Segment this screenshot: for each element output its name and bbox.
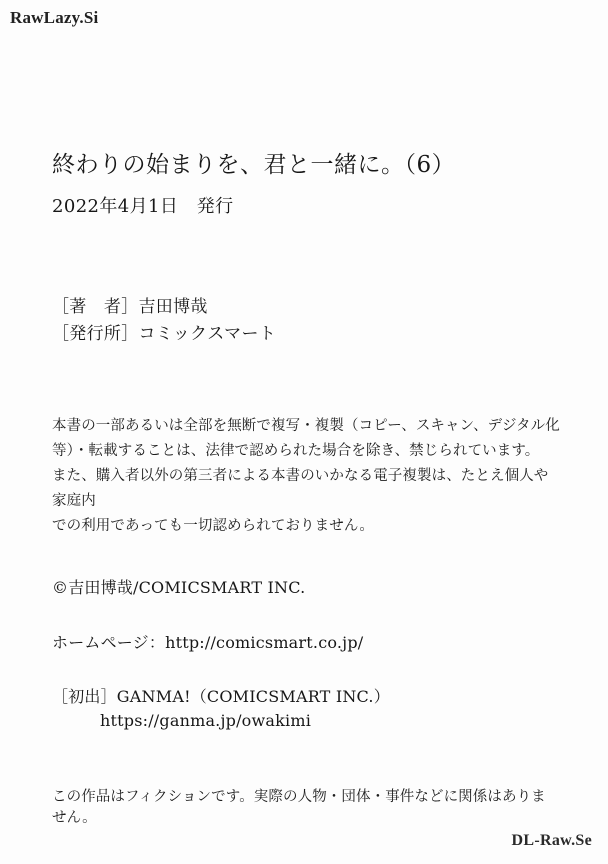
publication-date: 2022年4月1日 発行: [52, 196, 234, 218]
notice-line-4: での利用であっても一切認められておりません。: [52, 518, 374, 535]
fiction-disclaimer: この作品はフィクションです。実際の人物・団体・事件などに関係はありません。: [52, 789, 546, 827]
copyright-line: ©吉田博哉/COMICSMART INC.: [52, 578, 306, 598]
notice-line-1: 本書の一部あるいは全部を無断で複写・複製（コピー、スキャン、デジタル化: [52, 418, 560, 435]
title-block: [52, 150, 560, 220]
watermark-bottom-right: DL-Raw.Se: [511, 832, 592, 849]
credits-block: [52, 294, 560, 348]
notice-line-2: 等）・転載することは、法律で認められた場合を除き、禁じられています。: [52, 443, 540, 460]
author-line: ［著 者］吉田博哉: [52, 297, 208, 318]
watermark-top-left: RawLazy.Si: [10, 8, 99, 27]
source-block: [52, 685, 560, 733]
copyright-notice: [52, 414, 560, 539]
publisher-line: ［発行所］コミックスマート: [52, 324, 277, 345]
homepage-line: ホームページ：http://comicsmart.co.jp/: [52, 633, 364, 653]
book-title: 終わりの始まりを、君と一緒に。（6）: [52, 152, 456, 178]
colophon-content: [52, 150, 560, 827]
notice-line-3: また、購入者以外の第三者による本書のいかなる電子複製は、たとえ個人や家庭内: [52, 468, 549, 510]
source-url: https://ganma.jp/owakimi: [100, 711, 312, 731]
source-label: ［初出］GANMA!（COMICSMART INC.）: [52, 687, 390, 707]
